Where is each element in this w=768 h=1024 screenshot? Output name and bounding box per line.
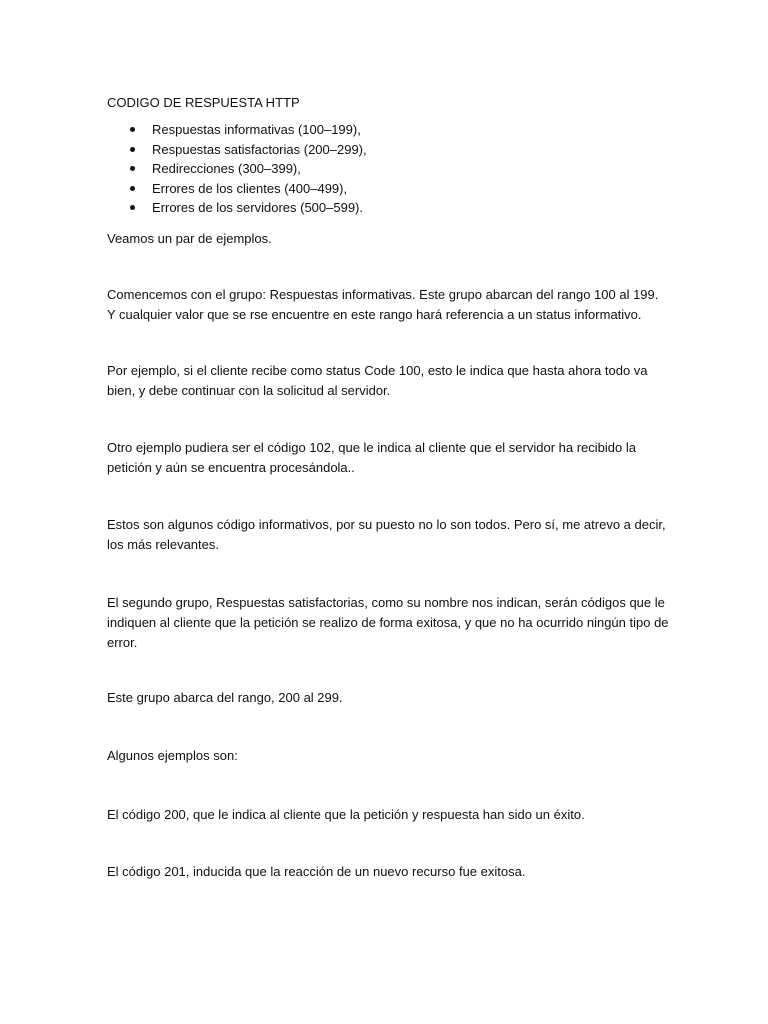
- paragraph: Veamos un par de ejemplos.: [107, 231, 272, 246]
- document-title: CODIGO DE RESPUESTA HTTP: [107, 95, 300, 110]
- paragraph: El código 201, inducida que la reacción de un nuevo recurso fue exitosa.: [107, 864, 526, 879]
- bullet-icon: [130, 166, 135, 171]
- list-item: [107, 179, 668, 199]
- paragraph: Por ejemplo, si el cliente recibe como status Code 100, esto le indica que hasta ahora todo va bien, y debe continuar con la solicitud al servidor.: [107, 363, 648, 398]
- status-code-ranges-list: [107, 120, 668, 218]
- paragraph: El segundo grupo, Respuestas satisfactorias, como su nombre nos indican, serán códigos que le indiquen al cliente que la petición se realizo de forma exitosa, y que no ha ocurrido ningún tipo de error.: [107, 595, 669, 650]
- list-item-text: Respuestas satisfactorias (200–299),: [152, 141, 367, 157]
- list-item: [107, 140, 668, 160]
- paragraph: Este grupo abarca del rango, 200 al 299.: [107, 690, 343, 705]
- list-item: [107, 159, 668, 179]
- bullet-icon: [130, 147, 135, 152]
- bullet-icon: [130, 127, 135, 132]
- paragraph: El código 200, que le indica al cliente que la petición y respuesta han sido un éxito.: [107, 807, 585, 822]
- list-item: [107, 120, 668, 140]
- list-item-text: Errores de los servidores (500–599).: [152, 200, 363, 215]
- list-item-text: Redirecciones (300–399),: [152, 161, 301, 176]
- paragraph: Otro ejemplo pudiera ser el código 102, que le indica al cliente que el servidor ha recibido la petición y aún se encuentra procesándola..: [107, 440, 636, 475]
- list-item-text: Respuestas informativas (100–199),: [152, 122, 361, 137]
- paragraph: Algunos ejemplos son:: [107, 748, 238, 763]
- bullet-icon: [130, 205, 135, 210]
- paragraph: Comencemos con el grupo: Respuestas informativas. Este grupo abarcan del rango 100 al 199. Y cualquier valor que se rse encuentre en este rango hará referencia a un status informativo.: [107, 287, 659, 322]
- list-item-text: Errores de los clientes (400–499),: [152, 180, 348, 196]
- bullet-icon: [130, 186, 135, 191]
- paragraph: Estos son algunos código informativos, por su puesto no lo son todos. Pero sí, me atrevo a decir, los más relevantes.: [107, 517, 666, 552]
- list-item: [107, 198, 668, 218]
